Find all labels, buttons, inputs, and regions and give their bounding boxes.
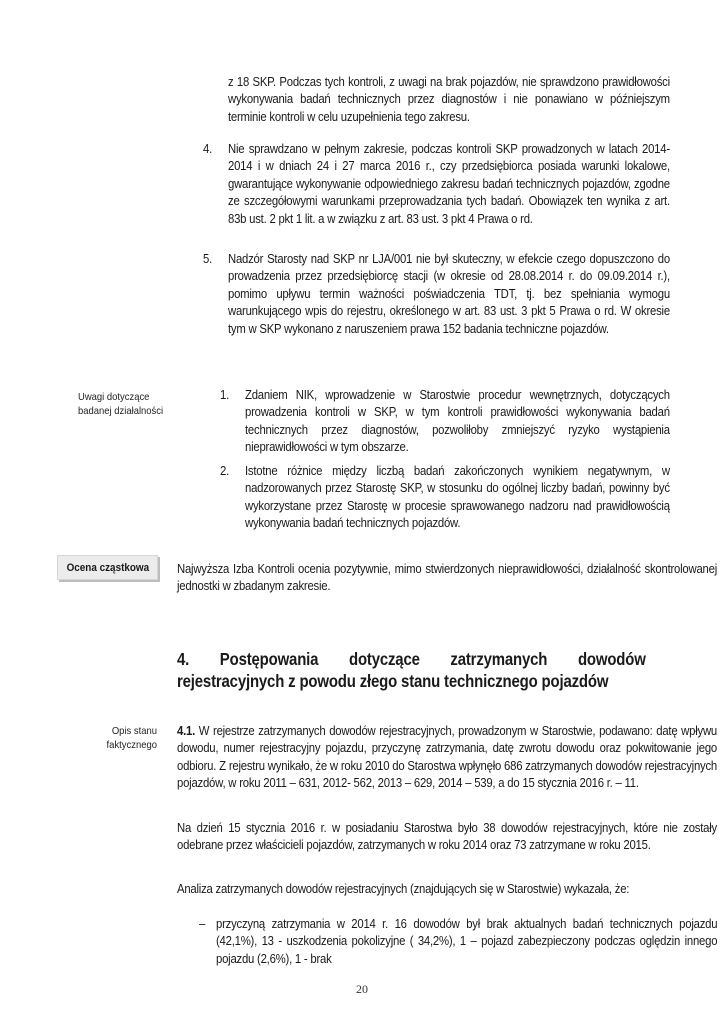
paragraph-stock: Na dzień 15 stycznia 2016 r. w posiadaniu Starostwa było 38 dowodów rejestracyjnych, które nie zostały odebrane przez właścicieli pojazdów, zatrzymanych w roku 2014 oraz 73 zatrzymane w roku 2015. xyxy=(177,821,717,853)
paragraph-4-1 xyxy=(177,723,717,793)
partial-assessment-label: Ocena cząstkowa xyxy=(66,561,149,574)
list-text: Zdaniem NIK, wprowadzenie w Starostwie procedur wewnętrznych, dotyczących prowadzenia kontroli w SKP, w tym kontroli prawidłowości wykonywania badań technicznych przez diagnostów, pozwoliłoby zmniejszyć ryzyko wystąpienia nieprawidłowości w tym obszarze. xyxy=(245,388,670,455)
continuation-paragraph: z 18 SKP. Podczas tych kontroli, z uwagi na brak pojazdów, nie sprawdzono prawidłowości wykonywania badań technicznych przez diagnostów i nie ponawiano w późniejszym terminie kontroli w celu uzupełnienia tego zakresu. xyxy=(228,75,670,124)
section-heading: 4. Postępowania dotyczące zatrzymanych dowodów rejestracyjnych z powodu złego stanu technicznego pojazdów xyxy=(177,649,646,691)
list-number: 4. xyxy=(203,142,213,156)
list-text: Nadzór Starosty nad SKP nr LJA/001 nie był skuteczny, w efekcie czego dopuszczono do prowadzenia przez przedsiębiorcę stacji (w okresie od 28.08.2014 r. do 09.09.2014 r.), pomimo upływu termin ważności poświadczenia TDT, tj. bez spełniania wymogu warunkującego wpis do rejestru, określonego w art. 83 ust. 3 pkt 5 Prawa o rd. W okresie tym w SKP wykonano z naruszeniem prawa 152 badania techniczne pojazdów. xyxy=(228,252,670,336)
dash-item-text: przyczyną zatrzymania w 2014 r. 16 dowodów był brak aktualnych badań technicznych pojazdu (42,1%), 13 - uszkodzenia pokolizyjne ( 34,2%), 1 – pojazd zabezpieczony podczas oględzin innego pojazdu (2,6%), 1 - brak xyxy=(216,917,718,966)
page-number: 20 xyxy=(356,982,368,996)
dash-marker: – xyxy=(199,917,206,931)
list-number: 2. xyxy=(220,464,230,478)
list-number: 5. xyxy=(203,252,213,266)
list-text: Istotne różnice między liczbą badań zakończonych wynikiem negatywnym, w nadzorowanych przez Starostę SKP, w stosunku do ogólnej liczby badań, powinny być wykorzystane przez Starostę w procesie sprawowanego nadzoru nad prawidłowością wykonywania badań technicznych pojazdów. xyxy=(245,464,670,531)
paragraph-number: 4.1. xyxy=(177,724,196,738)
paragraph-analysis: Analiza zatrzymanych dowodów rejestracyjnych (znajdujących się w Starostwie) wykazała, że: xyxy=(177,882,630,896)
remarks-side-label: Uwagi dotyczące badanej działalności xyxy=(78,391,164,417)
paragraph-text: W rejestrze zatrzymanych dowodów rejestracyjnych, prowadzonym w Starostwie, podawano: datę wpływu dowodu, numer rejestracyjny pojazdu, przyczynę zatrzymania, datę zwrotu dowodu oraz pokwitowanie jego odbioru. Z rejestru wynikało, że w roku 2010 do Starostwa wpłynęło 686 zatrzymanych dowodów rejestracyjnych pojazdów, w roku 2011 – 631, 2012- 562, 2013 – 629, 2014 – 539, a do 15 stycznia 2016 r. – 11. xyxy=(177,724,717,791)
partial-assessment-label-box xyxy=(57,555,158,580)
partial-assessment-text: Najwyższa Izba Kontroli ocenia pozytywnie, mimo stwierdzonych nieprawidłowości, działalność skontrolowanej jednostki w zbadanym zakresie. xyxy=(177,562,717,594)
facts-side-label: Opis stanu faktycznego xyxy=(106,725,157,751)
list-text: Nie sprawdzano w pełnym zakresie, podczas kontroli SKP prowadzonych w latach 2014-2014 i w dniach 24 i 27 marca 2016 r., czy przedsiębiorca posiada warunki lokalowe, gwarantujące wykonywanie odpowiedniego zakresu badań technicznych pojazdów, zgodne ze szczegółowymi warunkami przeprowadzania tych badań. Obowiązek ten wynika z art. 83b ust. 2 pkt 1 lit. a w związku z art. 83 ust. 3 pkt 4 Prawa o rd. xyxy=(228,142,670,226)
list-number: 1. xyxy=(220,388,230,402)
